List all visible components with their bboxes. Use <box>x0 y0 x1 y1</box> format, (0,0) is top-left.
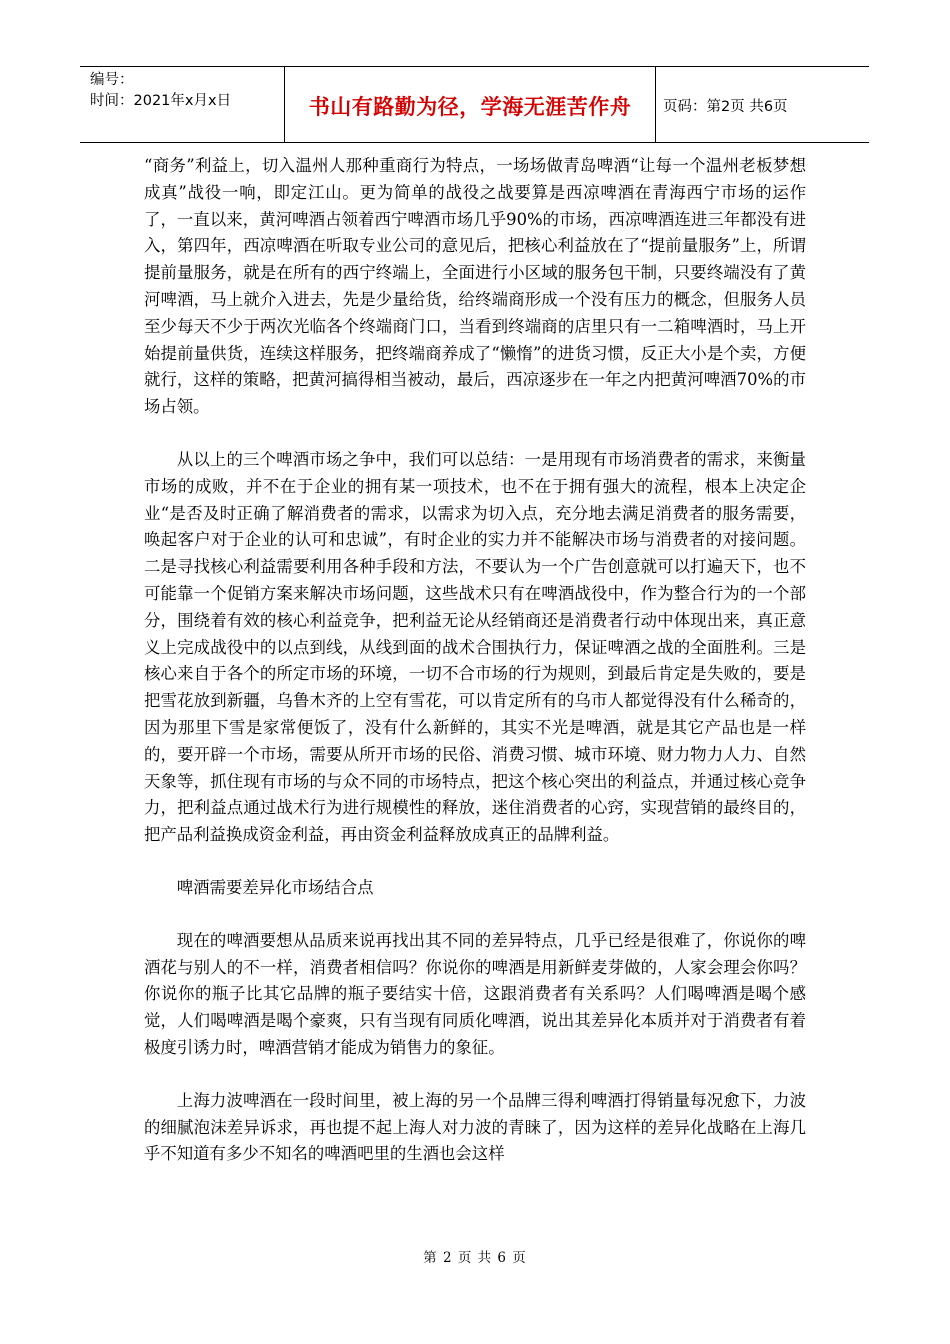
header-page-label: 页码：第2页 共6页 <box>663 99 788 115</box>
time-label: 时间：2021年x月x日 <box>90 93 232 109</box>
section-heading: 啤酒需要差异化市场结合点 <box>176 877 374 897</box>
header-motto: 书山有路勤为径，学海无涯苦作舟 <box>285 67 656 142</box>
body-text <box>144 153 806 1168</box>
page-footer: 第 2 页 共 6 页 <box>423 1250 527 1266</box>
number-label: 编号： <box>90 72 134 88</box>
page-header <box>80 66 869 143</box>
header-meta <box>80 67 285 142</box>
paragraph: 从以上的三个啤酒市场之争中，我们可以总结：一是用现有市场消费者的需求，来衡量市场的成败，并不在于企业的拥有某一项技术，也不在于拥有强大的流程，根本上决定企业“是否及时正确了解消费者的需求，以需求为切入点，充分地去满足消费者的服务需要，唤起客户对于企业的认可和忠诚”，有时企业的实力并不能解决市场与消费者的对接问题。二是寻找核心利益需要利用各种手段和方法，不要认为一个广告创意就可以打遍天下，也不可能靠一个促销方案来解决市场问题，这些战术只有在啤酒战役中，作为整合行为的一个部分，围绕着有效的核心利益竞争，把利益无论从经销商还是消费者行动中体现出来，真正意义上完成战役中的以点到线，从线到面的战术合围执行力，保证啤酒之战的全面胜利。三是核心来自于各个的所定市场的环境，一切不合市场的行为规则，到最后肯定是失败的，要是把雪花放到新疆，乌鲁木齐的上空有雪花，可以肯定所有的乌市人都觉得没有什么稀奇的，因为那里下雪是家常便饭了，没有什么新鲜的，其实不光是啤酒，就是其它产品也是一样的，要开辟一个市场，需要从所开市场的民俗、消费习惯、城市环境、财力物力人力、自然天象等，抓住现有市场的与众不同的市场特点，把这个核心突出的利益点，并通过核心竞争力，把利益点通过战术行为进行规模性的释放，迷住消费者的心窍，实现营销的最终目的，把产品利益换成资金利益，再由资金利益释放成真正的品牌利益。 <box>144 449 806 845</box>
paragraph: 现在的啤酒要想从品质来说再找出其不同的差异特点，几乎已经是很难了，你说你的啤酒花与别人的不一样，消费者相信吗？你说你的啤酒是用新鲜麦芽做的，人家会理会你吗？你说你的瓶子比其它品牌的瓶子要结实十倍，这跟消费者有关系吗？人们喝啤酒是喝个感觉，人们喝啤酒是喝个豪爽，只有当现有同质化啤酒，说出其差异化本质并对于消费者有着极度引诱力时，啤酒营销才能成为销售力的象征。 <box>144 930 806 1057</box>
paragraph: “商务”利益上，切入温州人那种重商行为特点，一场场做青岛啤酒“让每一个温州老板梦想成真”战役一响，即定江山。更为简单的战役之战要算是西凉啤酒在青海西宁市场的运作了，一直以来，黄河啤酒占领着西宁啤酒市场几乎90%的市场，西凉啤酒连进三年都没有进入，第四年，西凉啤酒在听取专业公司的意见后，把核心利益放在了“提前量服务”上，所谓提前量服务，就是在所有的西宁终端上，全面进行小区域的服务包干制，只要终端没有了黄河啤酒，马上就介入进去，先是少量给货，给终端商形成一个没有压力的概念，但服务人员至少每天不少于两次光临各个终端商门口，当看到终端商的店里只有一二箱啤酒时，马上开始提前量供货，连续这样服务，把终端商养成了“懒惰”的进货习惯，反正大小是个卖，方便就行，这样的策略，把黄河搞得相当被动，最后，西凉逐步在一年之内把黄河啤酒70%的市场占领。 <box>144 156 806 417</box>
paragraph: 上海力波啤酒在一段时间里，被上海的另一个品牌三得利啤酒打得销量每况愈下，力波的细腻泡沫差异诉求，再也提不起上海人对力波的青睐了，因为这样的差异化战略在上海几乎不知道有多少不知名的啤酒吧里的生酒也会这样 <box>144 1090 806 1164</box>
